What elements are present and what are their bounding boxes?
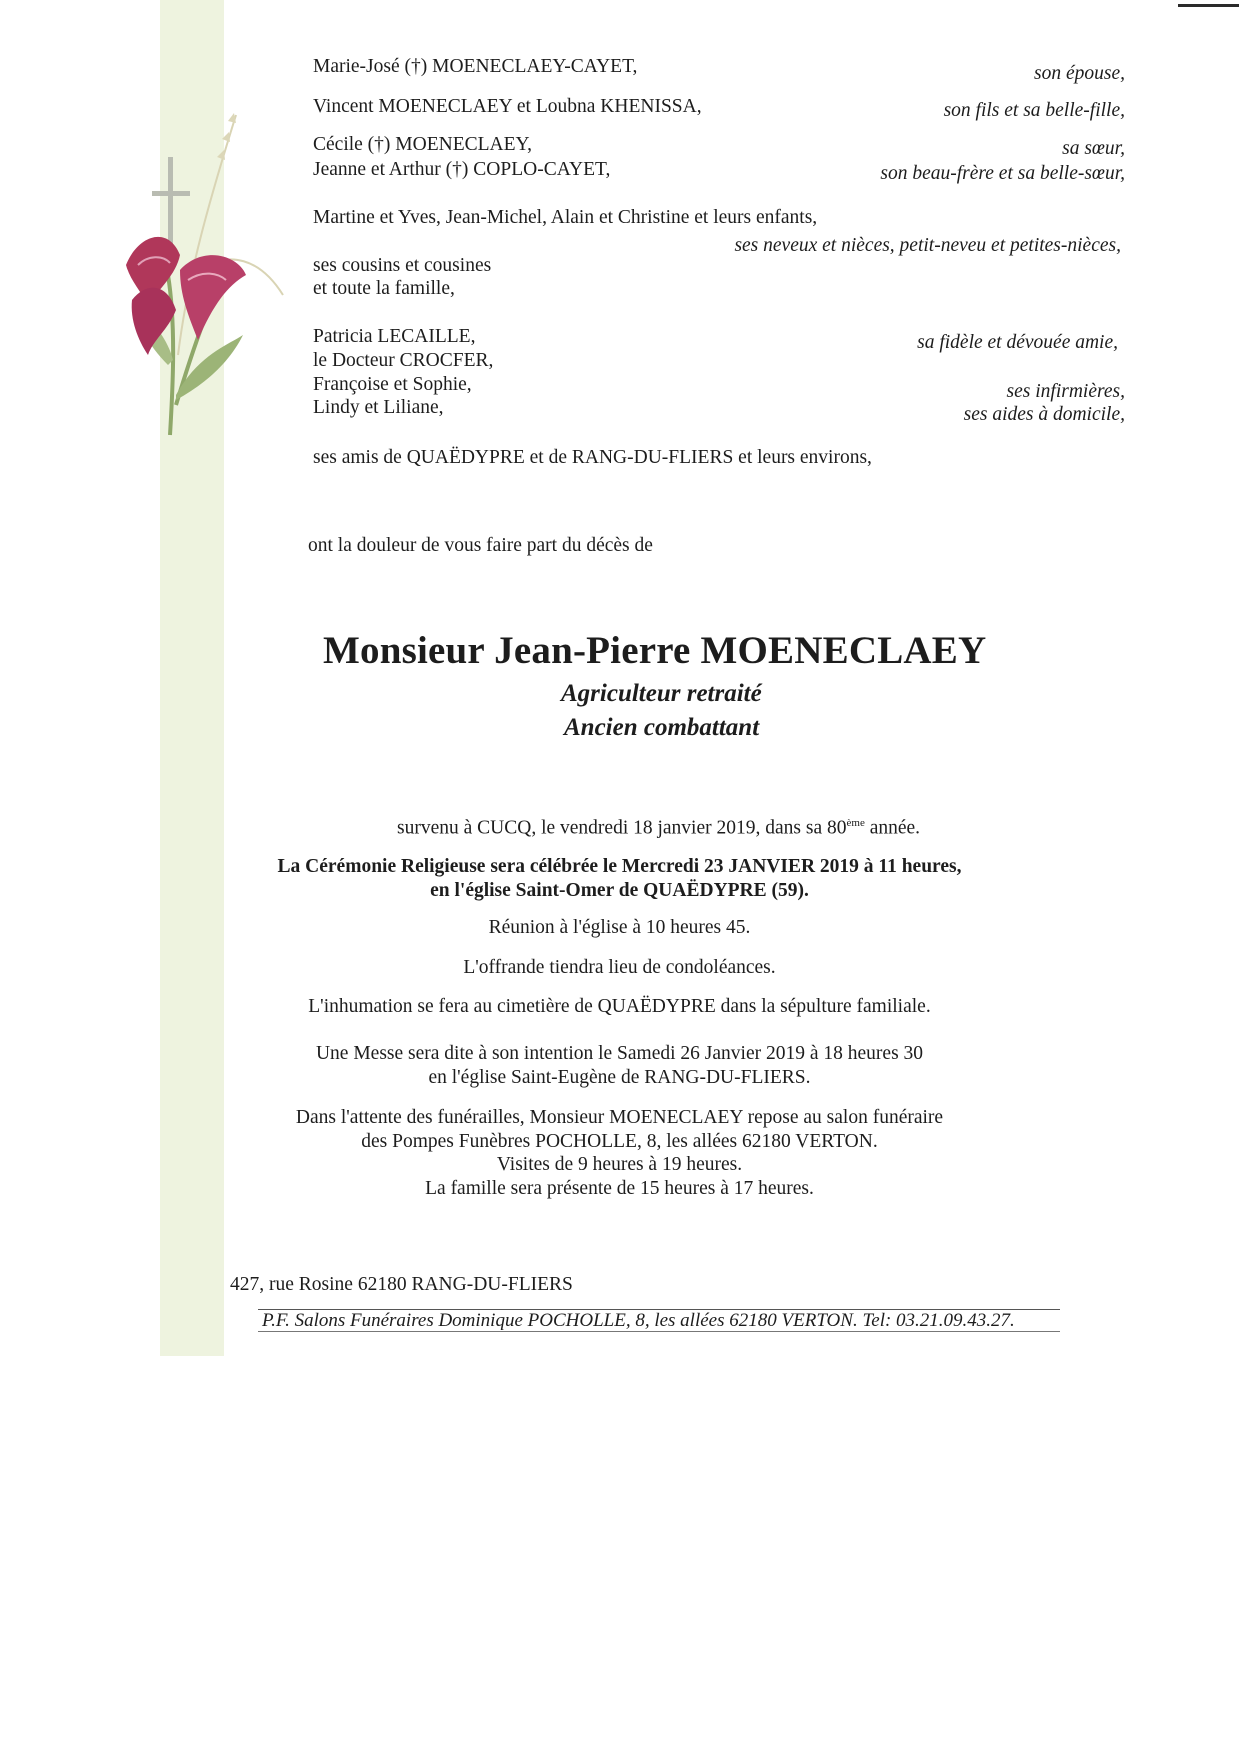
family-name-in-laws: Jeanne et Arthur (†) COPLO-CAYET, [313,159,611,180]
nurses-names: Françoise et Sophie, [313,374,472,395]
family-cousins: ses cousins et cousines [313,255,492,276]
ceremony-line-1: La Cérémonie Religieuse sera célébrée le Mercredi 23 JANVIER 2019 à 11 heures, [277,856,962,877]
rest-line-1: Dans l'attente des funérailles, Monsieur MOENECLAEY repose au salon funéraire [295,1107,944,1128]
calla-lily-cross-illustration [118,105,288,455]
funeral-home-footer: P.F. Salons Funéraires Dominique POCHOLLE, 8, les allées 62180 VERTON. Tel: 03.21.09.43.27. [262,1310,1015,1331]
friends-line: ses amis de QUAËDYPRE et de RANG-DU-FLIERS et leurs environs, [313,447,872,468]
death-details-end: année. [864,817,921,839]
family-name-sister: Cécile (†) MOENECLAEY, [313,134,532,155]
relation-in-laws: son beau-frère et sa belle-sœur, [880,163,1125,184]
meeting-info: Réunion à l'église à 10 heures 45. [488,917,751,938]
relation-friend: sa fidèle et dévouée amie, [917,332,1118,353]
deceased-title-2: Ancien combattant [564,714,760,741]
offering-info: L'offrande tiendra lieu de condoléances. [463,957,776,978]
relation-sister: sa sœur, [1062,138,1125,159]
rest-line-2: des Pompes Funèbres POCHOLLE, 8, les allées 62180 VERTON. [361,1131,878,1152]
mass-line-1: Une Messe sera dite à son intention le Samedi 26 Janvier 2019 à 18 heures 30 [315,1043,924,1064]
footer-rule-bottom [258,1331,1060,1332]
deceased-title-1: Agriculteur retraité [561,680,762,707]
deceased-name: Monsieur Jean-Pierre MOENECLAEY [323,629,987,672]
death-details [397,818,920,838]
death-details-main: survenu à CUCQ, le vendredi 18 janvier 2019, dans sa 80 [397,817,847,839]
family-name-spouse: Marie-José (†) MOENECLAEY-CAYET, [313,56,638,77]
death-details-sup: ème [846,817,865,829]
relation-spouse: son épouse, [1034,63,1125,84]
burial-info: L'inhumation se fera au cimetière de QUAËDYPRE dans la sépulture familiale. [308,996,931,1017]
family-whole: et toute la famille, [313,278,455,299]
family-name-son: Vincent MOENECLAEY et Loubna KHENISSA, [313,96,702,117]
rest-line-4: La famille sera présente de 15 heures à 17 heures. [425,1178,814,1199]
relation-son: son fils et sa belle-fille, [943,100,1125,121]
ceremony-line-2: en l'église Saint-Omer de QUAËDYPRE (59). [430,880,809,901]
relation-nephews: ses neveux et nièces, petit-neveu et petites-nièces, [734,235,1121,256]
relation-aides: ses aides à domicile, [963,404,1125,425]
friend-name: Patricia LECAILLE, [313,326,476,347]
announcement-text: ont la douleur de vous faire part du décès de [308,535,653,556]
mass-line-2: en l'église Saint-Eugène de RANG-DU-FLIERS. [428,1067,811,1088]
family-name-nephews: Martine et Yves, Jean-Michel, Alain et Christine et leurs enfants, [313,207,818,228]
scan-edge-mark [1178,4,1239,7]
aides-names: Lindy et Liliane, [313,397,444,418]
family-address: 427, rue Rosine 62180 RANG-DU-FLIERS [230,1274,573,1295]
relation-nurses: ses infirmières, [1006,381,1125,402]
rest-line-3: Visites de 9 heures à 19 heures. [496,1154,743,1175]
doctor-name: le Docteur CROCFER, [313,350,494,371]
